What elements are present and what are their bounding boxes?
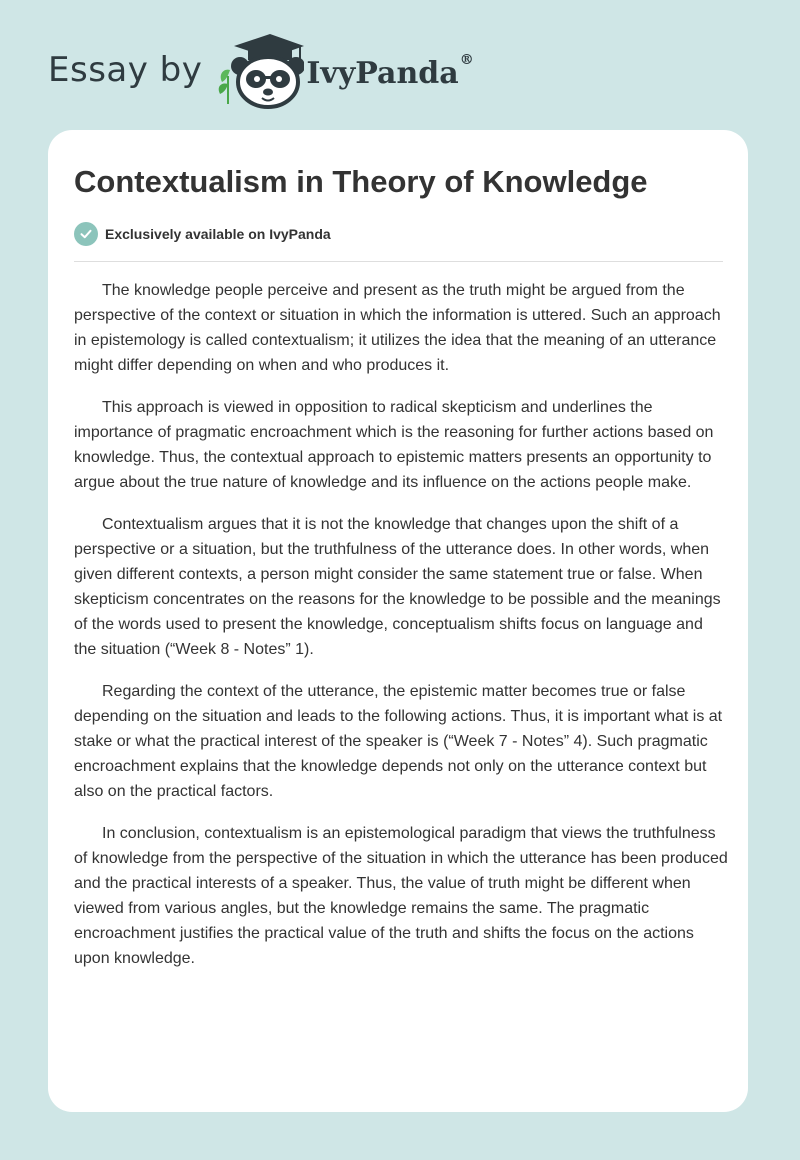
panda-mascot-icon [216,30,304,110]
essay-card [48,130,748,1112]
page-title: Contextualism in Theory of Knowledge [74,164,648,199]
brand-prefix: Essay by [48,50,203,90]
essay-body [74,278,728,988]
divider [74,261,723,262]
brand-logo[interactable] [48,30,474,110]
brand-name: IvyPanda® [306,51,474,91]
paragraph: This approach is viewed in opposition to radical skepticism and underlines the importance of pragmatic encroachment which is the reasoning for further actions based on knowledge. Thus, the contextual approach to epistemic matters presents an opportunity to argue about the true nature of knowledge and its influence on the actions people make. [74,399,714,491]
check-icon [74,222,98,246]
paragraph: In conclusion, contextualism is an epistemological paradigm that views the truthfulness of knowledge from the perspective of the situation in which the utterance has been produced and the practical interests of a speaker. Thus, the value of truth might be different when viewed from various angles, but the knowledge remains the same. The pragmatic encroachment justifies the practical value of the truth and shifts the focus on the actions upon knowledge. [74,825,728,967]
paragraph: Regarding the context of the utterance, the epistemic matter becomes true or false depending on the situation and leads to the following actions. Thus, it is important what is at stake or what the practical interest of the speaker is (“Week 7 - Notes” 4). Such pragmatic encroachment explains that the knowledge depends not only on the utterance context but also on the practical factors. [74,683,723,800]
paragraph: The knowledge people perceive and present as the truth might be argued from the perspective of the context or situation in which the information is uttered. Such an approach in epistemology is called contextualism; it utilizes the idea that the meaning of an utterance might differ depending on when and who produces it. [74,282,721,374]
exclusive-label: Exclusively available on IvyPanda [105,226,331,242]
exclusive-badge [74,222,331,246]
paragraph: Contextualism argues that it is not the knowledge that changes upon the shift of a perspective or a situation, but the truthfulness of the utterance does. In other words, when given different contexts, a person might consider the same statement true or false. When skepticism concentrates on the reasons for the knowledge to be possible and the meanings of the words used to present the knowledge, conceptualism shifts focus on language and the situation (“Week 8 - Notes” 1). [74,516,721,658]
